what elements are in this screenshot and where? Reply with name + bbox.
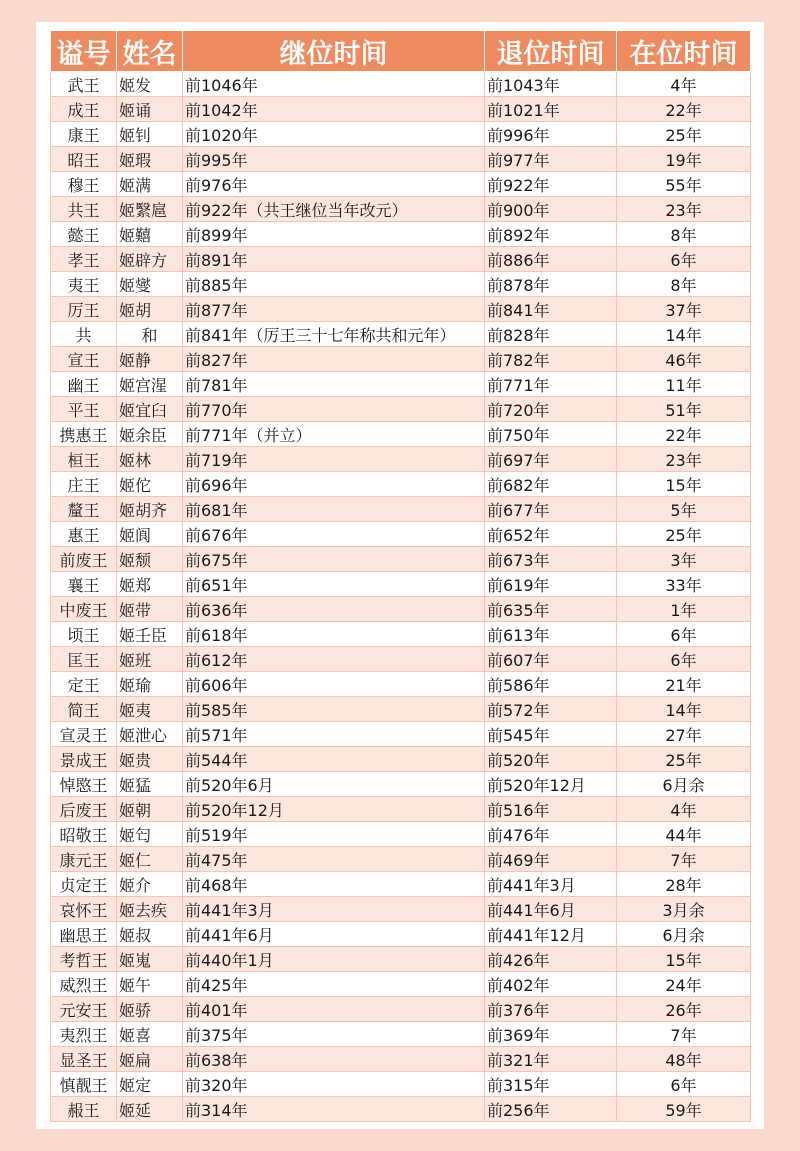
reign-length-cell: 26年 <box>617 997 751 1022</box>
abdication-cell: 前469年 <box>485 847 617 872</box>
abdication-cell: 前545年 <box>485 722 617 747</box>
posthumous-name-cell: 顷王 <box>51 622 117 647</box>
posthumous-name-cell: 贞定王 <box>51 872 117 897</box>
personal-name-cell: 姬繄扈 <box>117 197 183 222</box>
abdication-cell: 前441年3月 <box>485 872 617 897</box>
personal-name-cell: 姬贵 <box>117 747 183 772</box>
abdication-cell: 前572年 <box>485 697 617 722</box>
table-row <box>51 547 751 572</box>
personal-name-cell: 姬猛 <box>117 772 183 797</box>
personal-name-cell: 姬宜臼 <box>117 397 183 422</box>
accession-cell: 前676年 <box>183 522 485 547</box>
accession-cell: 前638年 <box>183 1047 485 1072</box>
table-row <box>51 122 751 147</box>
personal-name-cell: 姬班 <box>117 647 183 672</box>
table-row <box>51 622 751 647</box>
accession-cell: 前696年 <box>183 472 485 497</box>
posthumous-name-cell: 康王 <box>51 122 117 147</box>
reign-length-cell: 3月余 <box>617 897 751 922</box>
accession-cell: 前770年 <box>183 397 485 422</box>
table-row <box>51 522 751 547</box>
posthumous-name-cell: 慎靓王 <box>51 1072 117 1097</box>
personal-name-cell: 姬叔 <box>117 922 183 947</box>
abdication-cell: 前607年 <box>485 647 617 672</box>
table-row <box>51 797 751 822</box>
personal-name-cell: 和 <box>117 322 183 347</box>
reign-length-cell: 22年 <box>617 422 751 447</box>
abdication-cell: 前1043年 <box>485 72 617 97</box>
posthumous-name-cell: 庄王 <box>51 472 117 497</box>
posthumous-name-cell: 懿王 <box>51 222 117 247</box>
table-row <box>51 447 751 472</box>
reign-length-cell: 27年 <box>617 722 751 747</box>
posthumous-name-cell: 简王 <box>51 697 117 722</box>
personal-name-cell: 姬静 <box>117 347 183 372</box>
reign-length-cell: 7年 <box>617 1022 751 1047</box>
accession-cell: 前841年（厉王三十七年称共和元年） <box>183 322 485 347</box>
reign-length-cell: 4年 <box>617 797 751 822</box>
accession-cell: 前827年 <box>183 347 485 372</box>
reign-length-cell: 15年 <box>617 947 751 972</box>
reign-length-cell: 51年 <box>617 397 751 422</box>
posthumous-name-cell: 幽思王 <box>51 922 117 947</box>
personal-name-cell: 姬夷 <box>117 697 183 722</box>
accession-cell: 前520年12月 <box>183 797 485 822</box>
posthumous-name-cell: 携惠王 <box>51 422 117 447</box>
posthumous-name-cell: 武王 <box>51 72 117 97</box>
reign-length-cell: 22年 <box>617 97 751 122</box>
accession-cell: 前885年 <box>183 272 485 297</box>
header-personal-name: 姓名 <box>117 31 183 72</box>
reign-length-cell: 14年 <box>617 697 751 722</box>
table-row <box>51 147 751 172</box>
reign-length-cell: 6年 <box>617 1072 751 1097</box>
accession-cell: 前441年3月 <box>183 897 485 922</box>
table-row <box>51 272 751 297</box>
abdication-cell: 前996年 <box>485 122 617 147</box>
personal-name-cell: 姬佗 <box>117 472 183 497</box>
posthumous-name-cell: 显圣王 <box>51 1047 117 1072</box>
abdication-cell: 前426年 <box>485 947 617 972</box>
accession-cell: 前612年 <box>183 647 485 672</box>
table-row <box>51 1047 751 1072</box>
posthumous-name-cell: 定王 <box>51 672 117 697</box>
table-row <box>51 647 751 672</box>
accession-cell: 前441年6月 <box>183 922 485 947</box>
posthumous-name-cell: 后废王 <box>51 797 117 822</box>
reign-length-cell: 46年 <box>617 347 751 372</box>
table-row <box>51 847 751 872</box>
abdication-cell: 前520年 <box>485 747 617 772</box>
table-row <box>51 297 751 322</box>
abdication-cell: 前900年 <box>485 197 617 222</box>
reign-length-cell: 25年 <box>617 747 751 772</box>
table-row <box>51 697 751 722</box>
table-row <box>51 322 751 347</box>
personal-name-cell: 姬诵 <box>117 97 183 122</box>
table-row <box>51 247 751 272</box>
zhou-kings-table <box>50 30 751 1122</box>
personal-name-cell: 姬阆 <box>117 522 183 547</box>
abdication-cell: 前635年 <box>485 597 617 622</box>
posthumous-name-cell: 景成王 <box>51 747 117 772</box>
abdication-cell: 前922年 <box>485 172 617 197</box>
personal-name-cell: 姬延 <box>117 1097 183 1122</box>
reign-length-cell: 1年 <box>617 597 751 622</box>
posthumous-name-cell: 昭敬王 <box>51 822 117 847</box>
accession-cell: 前781年 <box>183 372 485 397</box>
abdication-cell: 前441年6月 <box>485 897 617 922</box>
table-row <box>51 397 751 422</box>
accession-cell: 前891年 <box>183 247 485 272</box>
reign-length-cell: 5年 <box>617 497 751 522</box>
accession-cell: 前719年 <box>183 447 485 472</box>
reign-length-cell: 6月余 <box>617 922 751 947</box>
accession-cell: 前401年 <box>183 997 485 1022</box>
accession-cell: 前320年 <box>183 1072 485 1097</box>
personal-name-cell: 姬去疾 <box>117 897 183 922</box>
abdication-cell: 前750年 <box>485 422 617 447</box>
posthumous-name-cell: 元安王 <box>51 997 117 1022</box>
reign-length-cell: 6年 <box>617 622 751 647</box>
personal-name-cell: 姬仁 <box>117 847 183 872</box>
accession-cell: 前585年 <box>183 697 485 722</box>
abdication-cell: 前376年 <box>485 997 617 1022</box>
table-row <box>51 422 751 447</box>
reign-length-cell: 7年 <box>617 847 751 872</box>
table-row <box>51 972 751 997</box>
posthumous-name-cell: 康元王 <box>51 847 117 872</box>
accession-cell: 前681年 <box>183 497 485 522</box>
abdication-cell: 前315年 <box>485 1072 617 1097</box>
abdication-cell: 前697年 <box>485 447 617 472</box>
accession-cell: 前651年 <box>183 572 485 597</box>
abdication-cell: 前652年 <box>485 522 617 547</box>
abdication-cell: 前256年 <box>485 1097 617 1122</box>
posthumous-name-cell: 中废王 <box>51 597 117 622</box>
personal-name-cell: 姬郑 <box>117 572 183 597</box>
personal-name-cell: 姬介 <box>117 872 183 897</box>
accession-cell: 前1020年 <box>183 122 485 147</box>
reign-length-cell: 6年 <box>617 247 751 272</box>
accession-cell: 前675年 <box>183 547 485 572</box>
header-accession-time: 继位时间 <box>183 31 485 72</box>
posthumous-name-cell: 匡王 <box>51 647 117 672</box>
posthumous-name-cell: 成王 <box>51 97 117 122</box>
accession-cell: 前314年 <box>183 1097 485 1122</box>
personal-name-cell: 姬带 <box>117 597 183 622</box>
personal-name-cell: 姬燮 <box>117 272 183 297</box>
table-row <box>51 497 751 522</box>
reign-length-cell: 6月余 <box>617 772 751 797</box>
table-row <box>51 172 751 197</box>
abdication-cell: 前586年 <box>485 672 617 697</box>
accession-cell: 前877年 <box>183 297 485 322</box>
abdication-cell: 前321年 <box>485 1047 617 1072</box>
abdication-cell: 前613年 <box>485 622 617 647</box>
personal-name-cell: 姬满 <box>117 172 183 197</box>
abdication-cell: 前782年 <box>485 347 617 372</box>
personal-name-cell: 姬囏 <box>117 222 183 247</box>
personal-name-cell: 姬定 <box>117 1072 183 1097</box>
personal-name-cell: 姬喜 <box>117 1022 183 1047</box>
abdication-cell: 前402年 <box>485 972 617 997</box>
accession-cell: 前922年（共王继位当年改元） <box>183 197 485 222</box>
posthumous-name-cell: 共王 <box>51 197 117 222</box>
accession-cell: 前440年1月 <box>183 947 485 972</box>
personal-name-cell: 姬壬臣 <box>117 622 183 647</box>
reign-length-cell: 6年 <box>617 647 751 672</box>
reign-length-cell: 28年 <box>617 872 751 897</box>
table-row <box>51 922 751 947</box>
accession-cell: 前995年 <box>183 147 485 172</box>
reign-length-cell: 23年 <box>617 447 751 472</box>
abdication-cell: 前878年 <box>485 272 617 297</box>
header-reign-length: 在位时间 <box>617 31 751 72</box>
reign-length-cell: 4年 <box>617 72 751 97</box>
personal-name-cell: 姬泄心 <box>117 722 183 747</box>
posthumous-name-cell: 赧王 <box>51 1097 117 1122</box>
personal-name-cell: 姬颓 <box>117 547 183 572</box>
accession-cell: 前475年 <box>183 847 485 872</box>
abdication-cell: 前892年 <box>485 222 617 247</box>
personal-name-cell: 姬宫湦 <box>117 372 183 397</box>
abdication-cell: 前677年 <box>485 497 617 522</box>
accession-cell: 前1046年 <box>183 72 485 97</box>
personal-name-cell: 姬朝 <box>117 797 183 822</box>
abdication-cell: 前771年 <box>485 372 617 397</box>
table-row <box>51 472 751 497</box>
accession-cell: 前606年 <box>183 672 485 697</box>
posthumous-name-cell: 襄王 <box>51 572 117 597</box>
reign-length-cell: 15年 <box>617 472 751 497</box>
personal-name-cell: 姬辟方 <box>117 247 183 272</box>
accession-cell: 前544年 <box>183 747 485 772</box>
abdication-cell: 前441年12月 <box>485 922 617 947</box>
reign-length-cell: 33年 <box>617 572 751 597</box>
table-row <box>51 1072 751 1097</box>
abdication-cell: 前619年 <box>485 572 617 597</box>
table-row <box>51 1097 751 1122</box>
accession-cell: 前1042年 <box>183 97 485 122</box>
reign-length-cell: 25年 <box>617 522 751 547</box>
posthumous-name-cell: 悼愍王 <box>51 772 117 797</box>
personal-name-cell: 姬骄 <box>117 997 183 1022</box>
table-row <box>51 372 751 397</box>
posthumous-name-cell: 桓王 <box>51 447 117 472</box>
abdication-cell: 前828年 <box>485 322 617 347</box>
table-row <box>51 997 751 1022</box>
posthumous-name-cell: 威烈王 <box>51 972 117 997</box>
posthumous-name-cell: 厉王 <box>51 297 117 322</box>
accession-cell: 前636年 <box>183 597 485 622</box>
posthumous-name-cell: 幽王 <box>51 372 117 397</box>
table-row <box>51 97 751 122</box>
personal-name-cell: 姬扁 <box>117 1047 183 1072</box>
accession-cell: 前425年 <box>183 972 485 997</box>
table-row <box>51 772 751 797</box>
abdication-cell: 前673年 <box>485 547 617 572</box>
reign-length-cell: 19年 <box>617 147 751 172</box>
abdication-cell: 前369年 <box>485 1022 617 1047</box>
table-row <box>51 597 751 622</box>
table-row <box>51 1022 751 1047</box>
reign-length-cell: 8年 <box>617 272 751 297</box>
personal-name-cell: 姬林 <box>117 447 183 472</box>
abdication-cell: 前886年 <box>485 247 617 272</box>
personal-name-cell: 姬钊 <box>117 122 183 147</box>
abdication-cell: 前1021年 <box>485 97 617 122</box>
posthumous-name-cell: 孝王 <box>51 247 117 272</box>
personal-name-cell: 姬嵬 <box>117 947 183 972</box>
table-row <box>51 222 751 247</box>
accession-cell: 前618年 <box>183 622 485 647</box>
reign-length-cell: 11年 <box>617 372 751 397</box>
accession-cell: 前520年6月 <box>183 772 485 797</box>
table-row <box>51 197 751 222</box>
header-abdication-time: 退位时间 <box>485 31 617 72</box>
reign-length-cell: 23年 <box>617 197 751 222</box>
reign-length-cell: 48年 <box>617 1047 751 1072</box>
posthumous-name-cell: 宣灵王 <box>51 722 117 747</box>
accession-cell: 前899年 <box>183 222 485 247</box>
reign-length-cell: 37年 <box>617 297 751 322</box>
reign-length-cell: 14年 <box>617 322 751 347</box>
reign-length-cell: 59年 <box>617 1097 751 1122</box>
posthumous-name-cell: 共 <box>51 322 117 347</box>
reign-length-cell: 44年 <box>617 822 751 847</box>
abdication-cell: 前476年 <box>485 822 617 847</box>
table-row <box>51 897 751 922</box>
personal-name-cell: 姬余臣 <box>117 422 183 447</box>
accession-cell: 前519年 <box>183 822 485 847</box>
posthumous-name-cell: 考哲王 <box>51 947 117 972</box>
table-row <box>51 747 751 772</box>
accession-cell: 前771年（并立） <box>183 422 485 447</box>
table-row <box>51 347 751 372</box>
accession-cell: 前375年 <box>183 1022 485 1047</box>
abdication-cell: 前720年 <box>485 397 617 422</box>
reign-length-cell: 21年 <box>617 672 751 697</box>
posthumous-name-cell: 夷王 <box>51 272 117 297</box>
table-row <box>51 72 751 97</box>
posthumous-name-cell: 平王 <box>51 397 117 422</box>
table-row <box>51 672 751 697</box>
personal-name-cell: 姬瑕 <box>117 147 183 172</box>
posthumous-name-cell: 宣王 <box>51 347 117 372</box>
table-row <box>51 822 751 847</box>
accession-cell: 前468年 <box>183 872 485 897</box>
abdication-cell: 前516年 <box>485 797 617 822</box>
reign-length-cell: 8年 <box>617 222 751 247</box>
reign-length-cell: 25年 <box>617 122 751 147</box>
header-posthumous-name: 谥号 <box>51 31 117 72</box>
personal-name-cell: 姬发 <box>117 72 183 97</box>
abdication-cell: 前682年 <box>485 472 617 497</box>
personal-name-cell: 姬胡 <box>117 297 183 322</box>
reign-length-cell: 3年 <box>617 547 751 572</box>
table-row <box>51 947 751 972</box>
posthumous-name-cell: 夷烈王 <box>51 1022 117 1047</box>
abdication-cell: 前520年12月 <box>485 772 617 797</box>
personal-name-cell: 姬午 <box>117 972 183 997</box>
posthumous-name-cell: 穆王 <box>51 172 117 197</box>
posthumous-name-cell: 釐王 <box>51 497 117 522</box>
table-row <box>51 572 751 597</box>
personal-name-cell: 姬胡齐 <box>117 497 183 522</box>
accession-cell: 前571年 <box>183 722 485 747</box>
abdication-cell: 前841年 <box>485 297 617 322</box>
abdication-cell: 前977年 <box>485 147 617 172</box>
personal-name-cell: 姬匄 <box>117 822 183 847</box>
accession-cell: 前976年 <box>183 172 485 197</box>
posthumous-name-cell: 昭王 <box>51 147 117 172</box>
reign-length-cell: 55年 <box>617 172 751 197</box>
table-row <box>51 722 751 747</box>
reign-length-cell: 24年 <box>617 972 751 997</box>
personal-name-cell: 姬瑜 <box>117 672 183 697</box>
posthumous-name-cell: 前废王 <box>51 547 117 572</box>
table-row <box>51 872 751 897</box>
posthumous-name-cell: 哀怀王 <box>51 897 117 922</box>
header-row <box>51 31 751 72</box>
posthumous-name-cell: 惠王 <box>51 522 117 547</box>
